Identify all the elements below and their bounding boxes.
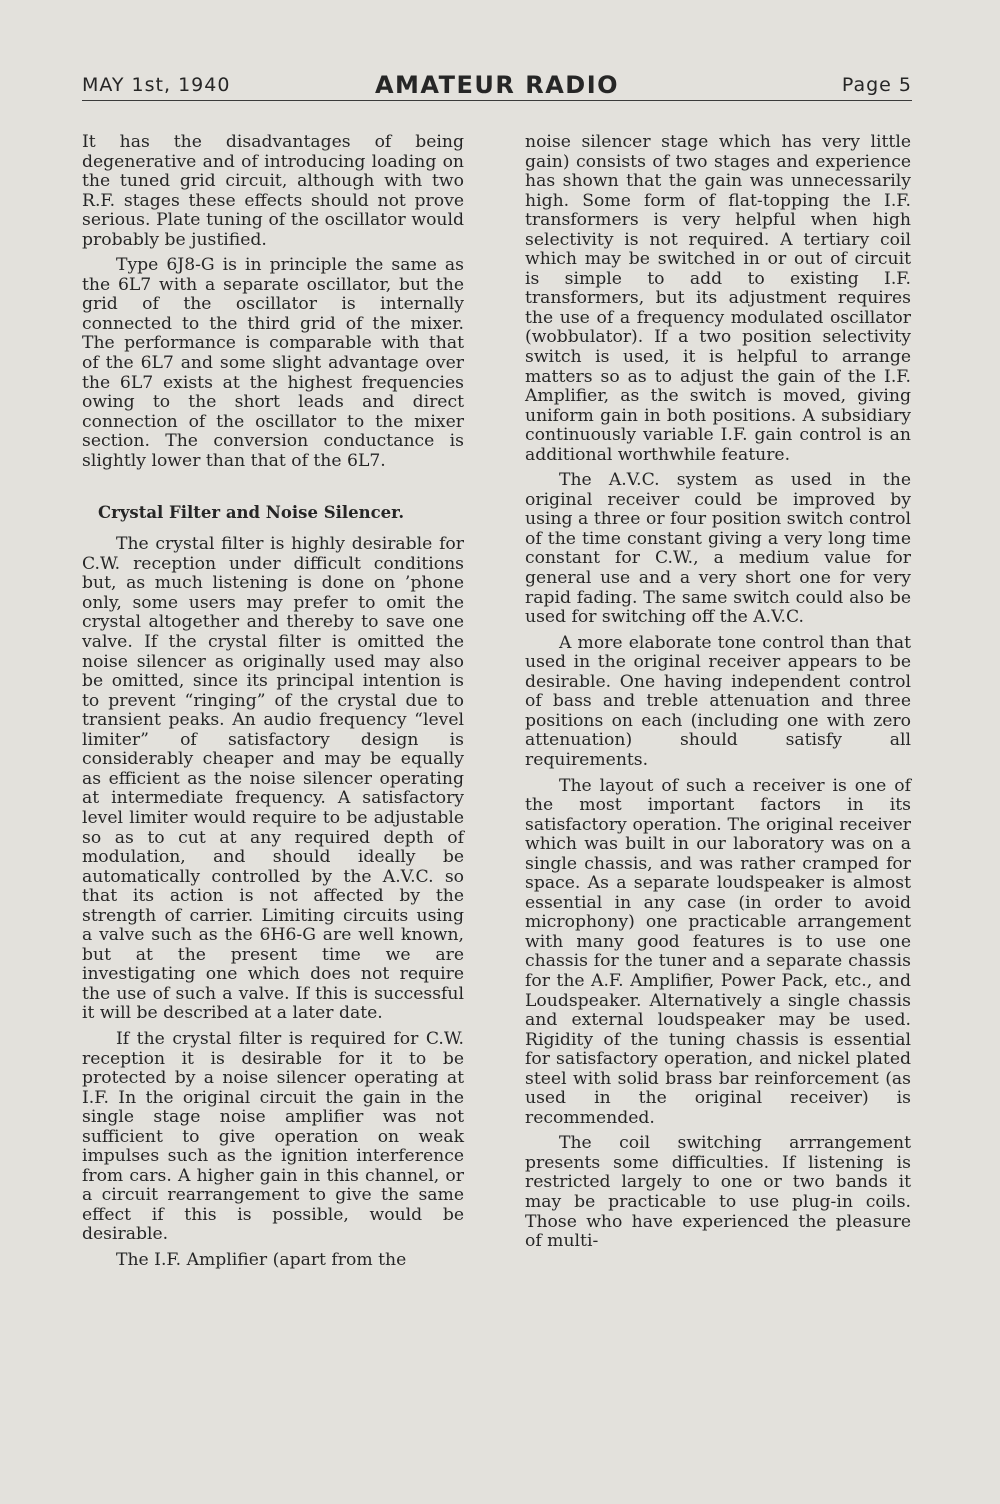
issue-date: MAY 1st, 1940 [82,74,231,96]
paragraph: The coil switching arrrangement presents some difficulties. If listening is restricted largely to one or two bands it may be practicable to use plug-in coils. Those who have experienced the pleasure of multi- [525,1133,911,1252]
section-heading: Crystal Filter and Noise Silencer. [98,503,405,523]
right-column [525,133,911,1258]
left-column [82,133,464,1277]
page-header [82,72,912,101]
paragraph: If the crystal filter is required for C.W. reception it is desirable for it to be protected by a noise silencer operating at I.F. In the original circuit the gain in the single stage noise amplifier was not sufficient to give operation on weak impulses such as the ignition interference from cars. A higher gain in this channel, or a circuit rearrangement to give the same effect if this is possible, would be desirable. [82,1028,464,1245]
paragraph: The I.F. Amplifier (apart from the [116,1249,407,1270]
paragraph: The layout of such a receiver is one of the most important factors in its satisfactory operation. The original receiver which was built in our laboratory was on a single chassis, and was rather cramped for space. As a separate loudspeaker is almost essential in any case (in order to avoid microphony) one practicable arrangement with many good features is to use one chassis for the tuner and a separate chassis for the A.F. Amplifier, Power Pack, etc., and Loudspeaker. Alternatively a single chassis and external loudspeaker may be used. Rigidity of the tuning chassis is essential for satisfactory operation, and nickel plated steel with solid brass bar reinforcement (as used in the original receiver) is recommended. [525,775,911,1128]
paragraph: It has the disadvantages of being degenerative and of introducing loading on the tuned grid circuit, although with two R.F. stages these effects should not prove serious. Plate tuning of the oscillator would probably be justified. [82,132,464,250]
paragraph: The A.V.C. system as used in the original receiver could be improved by using a three or four position switch control of the time constant giving a very long time constant for C.W., a medium value for general use and a very short one for very rapid fading. The same switch could also be used for switching off the A.V.C. [525,470,911,628]
magazine-title: AMATEUR RADIO [374,71,620,99]
paragraph: noise silencer stage which has very little gain) consists of two stages and experience has shown that the gain was unnecessarily high. Some form of flat-topping the I.F. transformers is very helpful when high selectivity is not required. A tertiary coil which may be switched in or out of circuit is simple to add to existing I.F. transformers, but its adjustment requires the use of a frequency modulated oscillator (wobbulator). If a two position selectivity switch is used, it is helpful to arrange matters so as to adjust the gain of the I.F. Amplifier, as the switch is moved, giving uniform gain in both positions. A subsidiary continuously variable I.F. gain control is an additional worthwhile feature. [525,132,911,465]
paragraph: Type 6J8-G is in principle the same as the 6L7 with a separate oscillator, but the grid of the oscillator is internally connected to the third grid of the mixer. The performance is comparable with that of the 6L7 and some slight advantage over the 6L7 exists at the highest frequencies owing to the short leads and direct connection of the oscillator to the mixer section. The conversion conductance is slightly lower than that of the 6L7. [82,255,464,471]
page-number: Page 5 [841,74,912,96]
paragraph: The crystal filter is highly desirable for C.W. reception under difficult conditions but, as much listening is done on ’phone only, some users may prefer to omit the crystal altogether and thereby to save one valve. If the crystal filter is omitted the noise silencer as originally used may also be omitted, since its principal intention is to prevent “ringing” of the crystal due to transient peaks. An audio frequency “level limiter” of satisfactory design is considerably cheaper and may be equally as efficient as the noise silencer operating at intermediate frequency. A satisfactory level limiter would require to be adjustable so as to cut at any required depth of modulation, and should ideally be automatically controlled by the A.V.C. so that its action is not affected by the strength of carrier. Limiting circuits using a valve such as the 6H6-G are well known, but at the present time we are investigating one which does not require the use of such a valve. If this is successful it will be described at a later date. [82,534,464,1024]
paragraph: A more elaborate tone control than that used in the original receiver appears to be desirable. One having independent control of bass and treble attenuation and three positions on each (including one with zero attenuation) should satisfy all requirements. [525,632,911,770]
